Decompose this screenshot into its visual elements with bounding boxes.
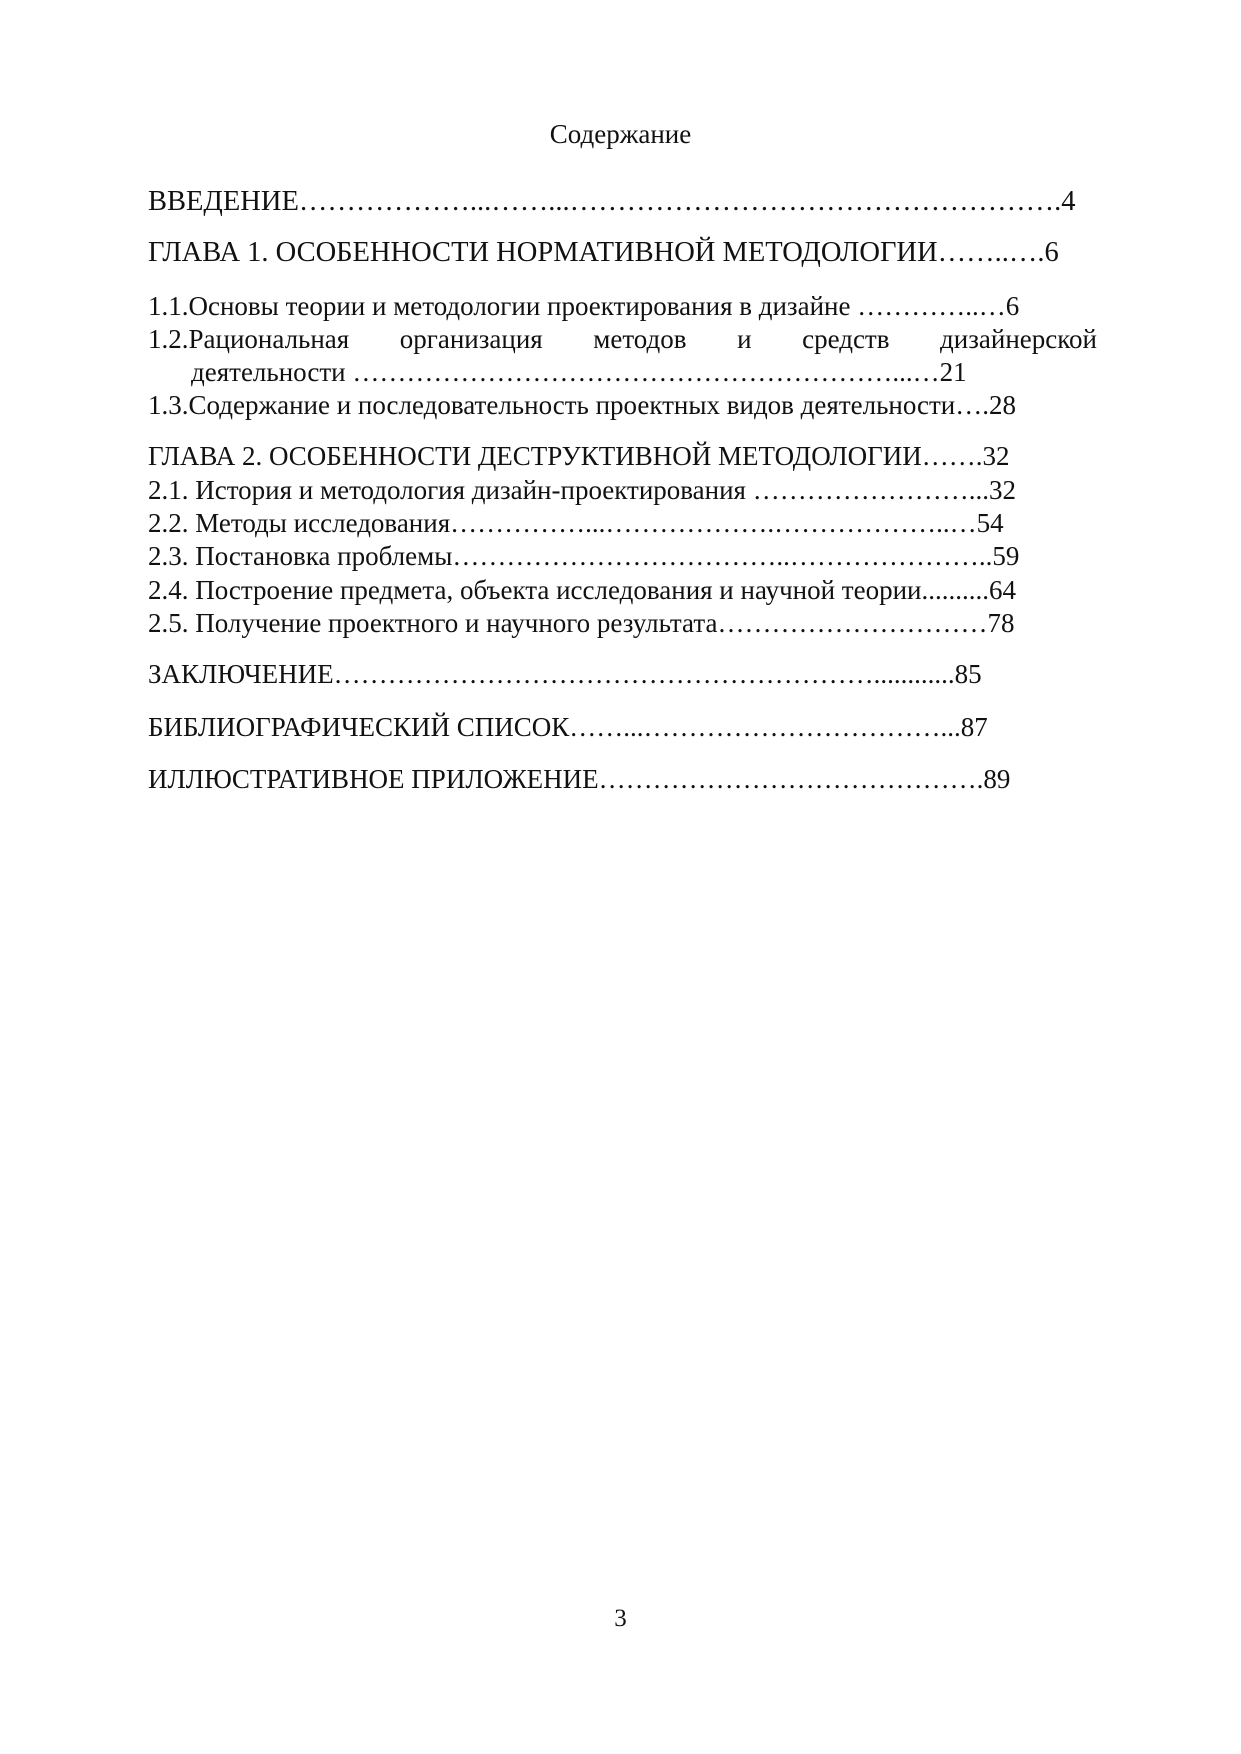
toc-item-section-1-3: 1.3.Содержание и последовательность проектных видов деятельности….28 xyxy=(148,390,1016,420)
toc-item-intro: ВВЕДЕНИЕ………………...……...…………………………………………….4 xyxy=(148,186,1076,217)
toc-item-section-2-4: 2.4. Построение предмета, объекта исследования и научной теории..........64 xyxy=(148,575,1016,605)
toc-item-section-2-1: 2.1. История и методология дизайн-проектирования ……………………...32 xyxy=(148,475,1016,505)
toc-item-bibliography: БИБЛИОГРАФИЧЕСКИЙ СПИСОК……...……………………………...87 xyxy=(148,712,988,742)
toc-item-section-1-2 xyxy=(148,322,1097,356)
toc-word: 1.2.Рациональная xyxy=(148,324,350,354)
toc-item-conclusion: ЗАКЛЮЧЕНИЕ……………………………………………………............85 xyxy=(148,659,982,689)
toc-item-section-2-2: 2.2. Методы исследования……………...……………….………………..…54 xyxy=(148,508,1004,538)
toc-item-section-2-5: 2.5. Получение проектного и научного результата…………………………78 xyxy=(148,608,1015,638)
toc-word: дизайнерской xyxy=(940,324,1097,354)
toc-item-section-2-3: 2.3. Постановка проблемы………………………………..…………………..59 xyxy=(148,541,1020,571)
toc-word: и xyxy=(737,324,752,354)
page-title: Содержание xyxy=(549,119,692,149)
toc-item-chapter-2: ГЛАВА 2. ОСОБЕННОСТИ ДЕСТРУКТИВНОЙ МЕТОДОЛОГИИ…….32 xyxy=(148,441,1010,471)
toc-item-chapter-1: ГЛАВА 1. ОСОБЕННОСТИ НОРМАТИВНОЙ МЕТОДОЛОГИИ……..….6 xyxy=(148,237,1059,268)
page-number: 3 xyxy=(614,1605,627,1632)
toc-item-appendix: ИЛЛЮСТРАТИВНОЕ ПРИЛОЖЕНИЕ…………………………………….89 xyxy=(148,764,1011,794)
toc-item-section-1-2-continuation: деятельности ……………………………………………………...…21 xyxy=(191,357,967,387)
toc-item-section-1-1: 1.1.Основы теории и методологии проектирования в дизайне …………..…6 xyxy=(148,291,1020,321)
toc-word: организация xyxy=(399,324,543,354)
toc-word: средств xyxy=(802,324,890,354)
toc-word: методов xyxy=(593,324,687,354)
